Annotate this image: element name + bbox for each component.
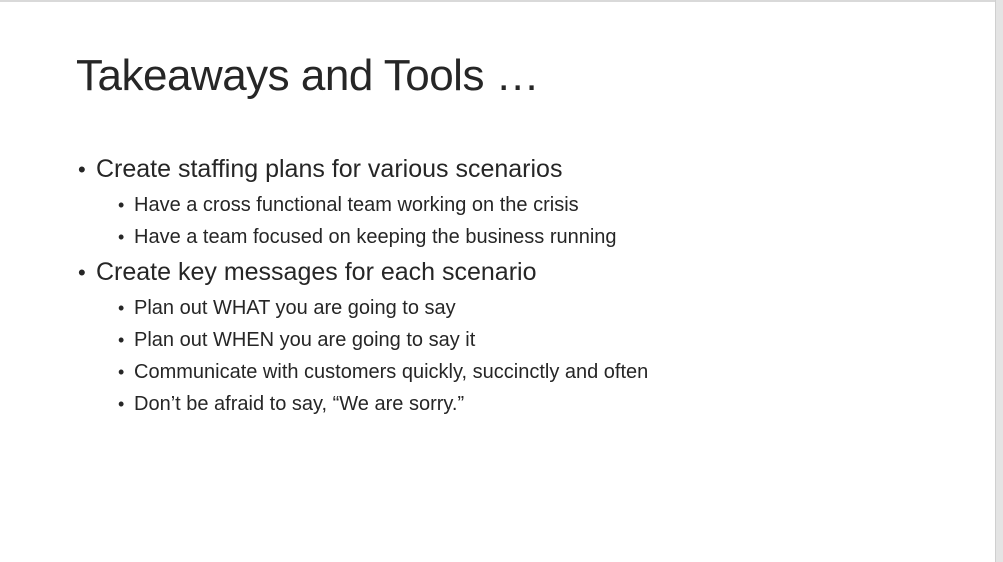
bullet-text: Have a team focused on keeping the business running [134,226,617,248]
bullet-item-level2 [0,324,993,356]
bullet-marker: • [118,195,125,215]
slide-body [0,150,993,420]
bullet-text: Don’t be afraid to say, “We are sorry.” [134,393,465,415]
canvas-edge-strip [995,0,1003,562]
slide-title: Takeaways and Tools … [76,51,540,100]
bullet-item-level2 [0,221,993,253]
bullet-text: Create key messages for each scenario [96,258,537,286]
bullet-item-level1 [0,150,993,189]
bullet-text: Plan out WHEN you are going to say it [134,329,476,351]
bullet-text: Plan out WHAT you are going to say [134,297,456,319]
bullet-marker: • [118,227,125,247]
bullet-item-level2 [0,356,993,388]
bullet-marker: • [118,394,125,414]
bullet-item-level2 [0,189,993,221]
bullet-item-level1 [0,253,993,292]
bullet-marker: • [118,298,125,318]
bullet-text: Create staffing plans for various scenarios [96,155,563,183]
bullet-text: Communicate with customers quickly, succinctly and often [134,361,649,383]
top-border-line [0,0,1003,2]
bullet-marker: • [118,362,125,382]
bullet-marker: • [78,260,86,285]
bullet-marker: • [118,330,125,350]
bullet-marker: • [78,157,86,182]
bullet-item-level2 [0,292,993,324]
bullet-item-level2 [0,388,993,420]
bullet-text: Have a cross functional team working on the crisis [134,194,579,216]
